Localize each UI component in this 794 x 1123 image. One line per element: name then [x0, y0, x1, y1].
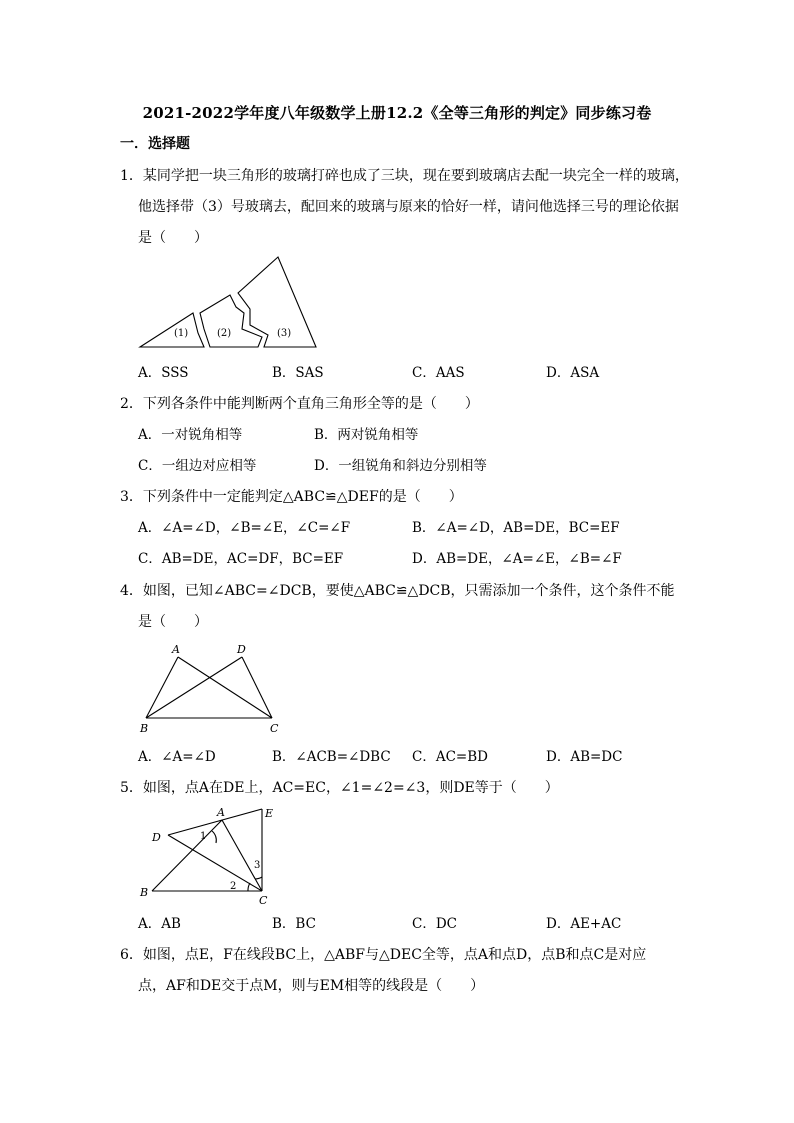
q3-option-c[interactable]: C．AB=DE，AC=DF，BC=EF — [138, 551, 344, 567]
q1-label-2: (2) — [217, 328, 232, 339]
q1-label-3: (3) — [277, 328, 292, 339]
q1-line-1: 1．某同学把一块三角形的玻璃打碎也成了三块，现在要到玻璃店去配一块完全一样的玻璃， — [120, 168, 689, 184]
q2-line-1: 2．下列各条件中能判断两个直角三角形全等的是（ ） — [120, 396, 479, 412]
q5-label-d: D — [152, 831, 161, 844]
q3-option-b[interactable]: B．∠A=∠D，AB=DE，BC=EF — [412, 520, 620, 536]
q4-option-d[interactable]: D．AB=DC — [546, 749, 623, 765]
q5-label-b: B — [140, 886, 149, 899]
q5-label-angle-2: 2 — [230, 881, 237, 892]
q5-label-angle-1: 1 — [200, 831, 207, 842]
q6-line-2: 点，AF和DE交于点M，则与EM相等的线段是（ ） — [138, 978, 485, 994]
q5-label-e: E — [265, 807, 274, 820]
q2-option-b[interactable]: B．两对锐角相等 — [314, 427, 419, 443]
q4-line-1: 4．如图，已知∠ABC=∠DCB，要使△ABC≌△DCB，只需添加一个条件，这个条件不能 — [120, 583, 675, 599]
q4-label-b: B — [140, 722, 149, 735]
q1-option-c[interactable]: C．AAS — [412, 365, 465, 381]
q5-option-c[interactable]: C．DC — [412, 916, 457, 932]
q4-option-a[interactable]: A．∠A=∠D — [138, 749, 216, 765]
q2-option-d[interactable]: D．一组锐角和斜边分别相等 — [314, 458, 487, 474]
q4-label-c: C — [270, 722, 279, 735]
q6-line-1: 6．如图，点E，F在线段BC上，△ABF与△DEC全等，点A和点D，点B和点C是对应 — [120, 947, 647, 963]
q3-option-a[interactable]: A．∠A=∠D，∠B=∠E，∠C=∠F — [138, 520, 351, 536]
q3-line-1: 3．下列条件中一定能判定△ABC≌△DEF的是（ ） — [120, 489, 463, 505]
q5-option-b[interactable]: B．BC — [272, 916, 316, 932]
q3-option-d[interactable]: D．AB=DE，∠A=∠E，∠B=∠F — [412, 551, 622, 567]
q5-option-a[interactable]: A．AB — [138, 916, 181, 932]
q5-option-d[interactable]: D．AE+AC — [546, 916, 622, 932]
section-heading: 一．选择题 — [120, 136, 190, 152]
q5-label-angle-3: 3 — [254, 860, 261, 871]
q1-line-2: 他选择带（3）号玻璃去，配回来的玻璃与原来的恰好一样，请问他选择三号的理论依据 — [138, 199, 679, 215]
q1-option-b[interactable]: B．SAS — [272, 365, 324, 381]
q1-glass-figure — [138, 255, 323, 351]
q4-option-b[interactable]: B．∠ACB=∠DBC — [272, 749, 391, 765]
q4-option-c[interactable]: C．AC=BD — [412, 749, 488, 765]
q4-label-d: D — [237, 643, 246, 656]
q5-line-1: 5．如图，点A在DE上，AC=EC，∠1=∠2=∠3，则DE等于（ ） — [120, 780, 559, 796]
q5-triangle-figure — [138, 803, 283, 908]
q1-piece-1 — [140, 313, 204, 347]
q4-label-a: A — [172, 643, 180, 656]
q1-label-1: (1) — [174, 328, 189, 339]
q4-line-2: 是（ ） — [138, 614, 208, 630]
q1-option-d[interactable]: D．ASA — [546, 365, 600, 381]
q1-option-a[interactable]: A．SSS — [138, 365, 189, 381]
q4-triangle-figure — [138, 640, 288, 738]
page-title: 2021-2022学年度八年级数学上册12.2《全等三角形的判定》同步练习卷 — [142, 104, 652, 122]
q2-option-a[interactable]: A．一对锐角相等 — [138, 427, 243, 443]
q5-label-c: C — [259, 894, 268, 907]
q5-label-a: A — [217, 806, 225, 819]
q1-piece-2 — [200, 295, 262, 347]
q1-line-3: 是（ ） — [138, 230, 208, 246]
q2-option-c[interactable]: C．一组边对应相等 — [138, 458, 257, 474]
